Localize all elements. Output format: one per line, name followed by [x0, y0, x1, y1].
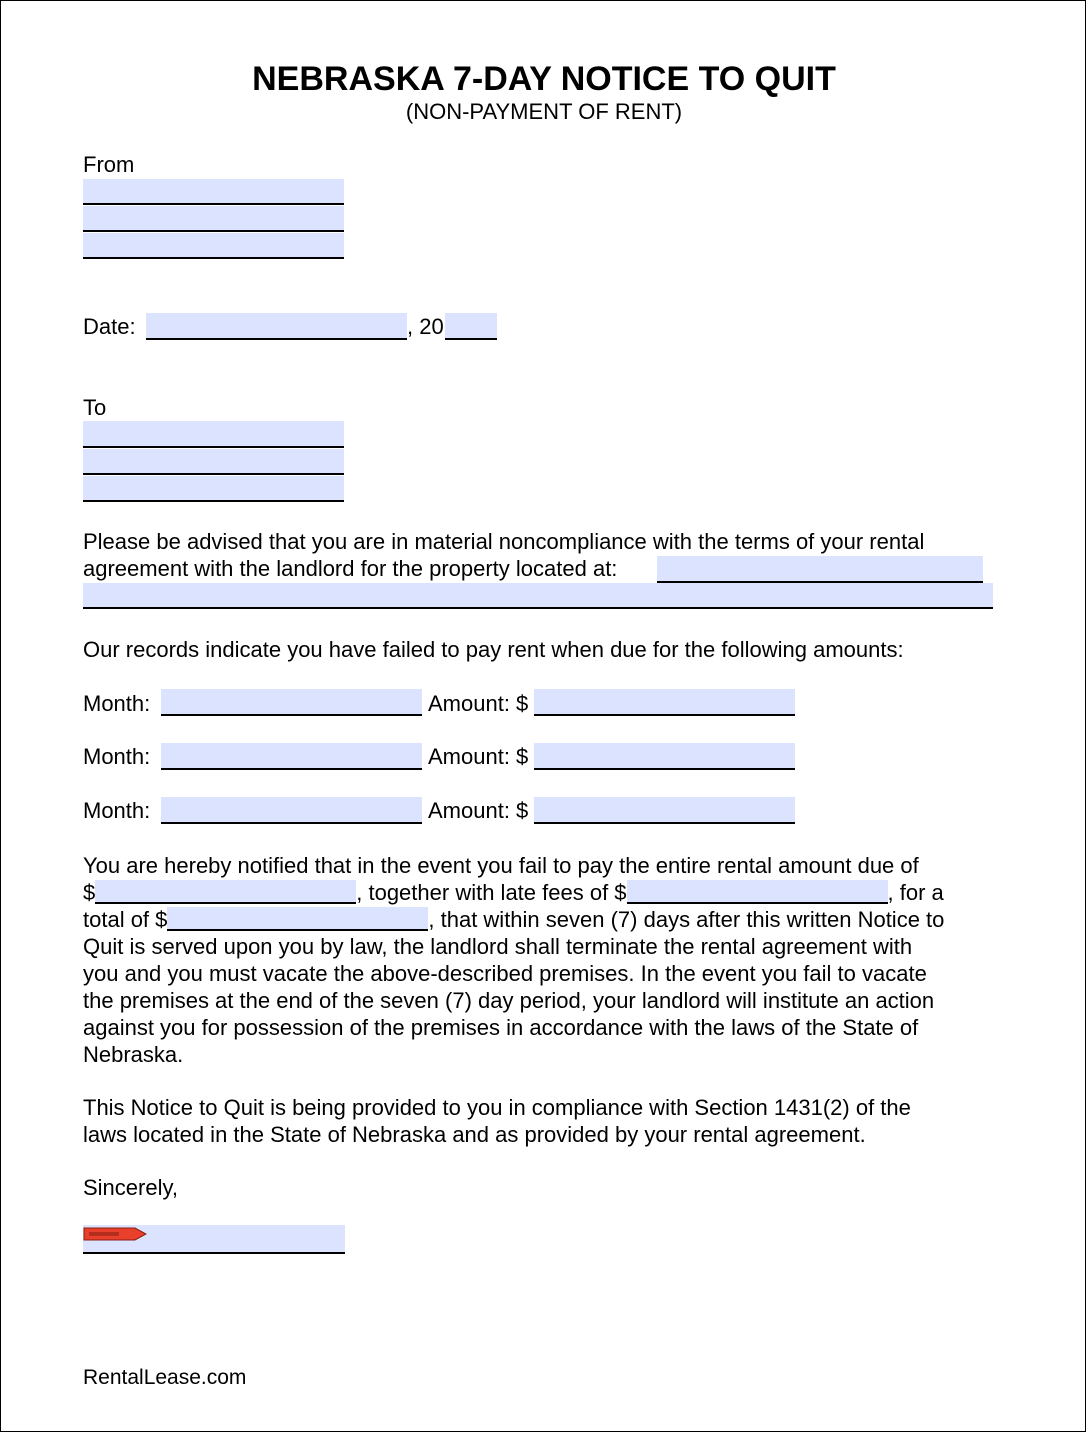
compliance-line: This Notice to Quit is being provided to you in compliance with Section 1431(2) of the [83, 1095, 911, 1120]
to-name-field[interactable] [83, 421, 344, 448]
from-name-field[interactable] [83, 179, 344, 205]
amount-field[interactable] [534, 689, 795, 716]
notice-line: Nebraska. [83, 1042, 184, 1067]
notice-line: against you for possession of the premises in accordance with the laws of the State of [83, 1015, 919, 1040]
document-title: NEBRASKA 7-DAY NOTICE TO QUIT [252, 60, 836, 98]
property-text-line2: agreement with the landlord for the property located at: [83, 556, 618, 581]
amount-field[interactable] [534, 743, 795, 770]
records-text: Our records indicate you have failed to pay rent when due for the following amounts: [83, 637, 904, 662]
month-field[interactable] [161, 743, 422, 770]
month-label: Month: [83, 691, 151, 716]
total-of-text: total of $ [83, 907, 168, 932]
amount-label: Amount: $ [428, 744, 529, 769]
date-year-prefix: , 20 [407, 314, 444, 339]
month-field[interactable] [161, 689, 422, 716]
late-fees-text: , together with late fees of $ [356, 880, 627, 905]
sign-here-flag-icon[interactable] [83, 1227, 147, 1241]
month-label: Month: [83, 798, 151, 823]
property-address-field-2[interactable] [83, 583, 993, 609]
notice-paragraph [83, 852, 944, 1068]
property-address-field[interactable] [657, 556, 983, 583]
to-city-field[interactable] [83, 476, 344, 502]
notice-line: you and you must vacate the above-described premises. In the event you fail to vacate [83, 961, 927, 986]
document-subtitle: (NON-PAYMENT OF RENT) [405, 99, 683, 124]
compliance-line: laws located in the State of Nebraska and as provided by your rental agreement. [83, 1122, 866, 1147]
compliance-paragraph [83, 1094, 911, 1148]
amount-field[interactable] [534, 797, 795, 824]
notice-line [83, 906, 944, 933]
footer-brand: RentalLease.com [83, 1366, 247, 1389]
amount-label: Amount: $ [428, 691, 529, 716]
date-year-field[interactable] [445, 313, 497, 340]
late-fees-field[interactable] [627, 880, 888, 904]
from-label: From [83, 152, 135, 177]
to-address-field[interactable] [83, 449, 344, 475]
notice-line: Quit is served upon you by law, the landlord shall terminate the rental agreement with [83, 934, 913, 959]
seven-days-text: , that within seven (7) days after this written Notice to [428, 907, 945, 932]
total-field[interactable] [167, 907, 428, 931]
notice-line: You are hereby notified that in the event you fail to pay the entire rental amount due of [83, 853, 919, 878]
dollar-sign: $ [83, 880, 96, 905]
date-field[interactable] [146, 313, 407, 340]
from-city-field[interactable] [83, 233, 344, 259]
closing-text: Sincerely, [83, 1175, 178, 1200]
for-a-text: , for a [887, 880, 944, 905]
rent-due-field[interactable] [95, 880, 356, 904]
property-text-line1: Please be advised that you are in material noncompliance with the terms of your rental [83, 529, 925, 554]
notice-line [83, 879, 944, 906]
month-label: Month: [83, 744, 151, 769]
to-label: To [83, 395, 107, 420]
month-field[interactable] [161, 797, 422, 824]
from-address-field[interactable] [83, 206, 344, 232]
notice-line: the premises at the end of the seven (7) day period, your landlord will institute an action [83, 988, 935, 1013]
date-label: Date: [83, 314, 136, 339]
amount-label: Amount: $ [428, 798, 529, 823]
